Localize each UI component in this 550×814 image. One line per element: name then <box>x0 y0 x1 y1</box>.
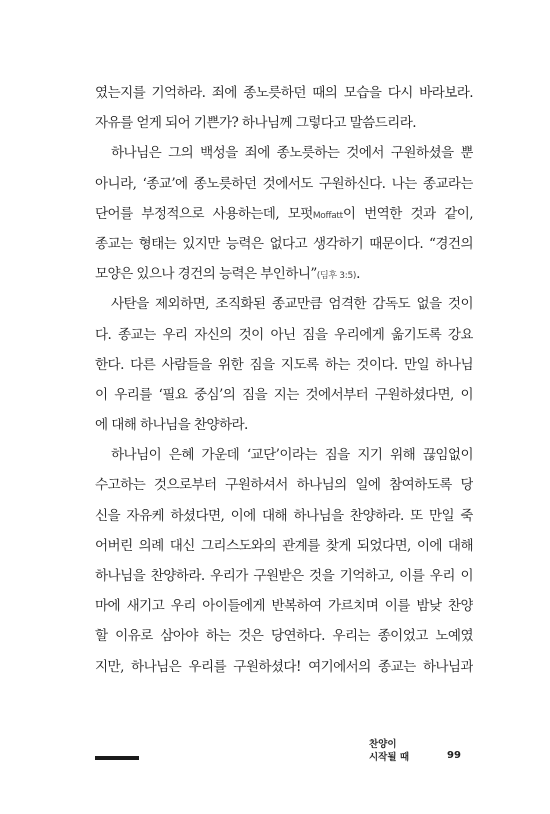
paragraph-first-line: 사탄을 제외하면, 조직화된 종교만큼 엄격한 감독도 없을 것이 <box>111 296 473 313</box>
text-line: 신을 자유케 하셨다면, 이에 대해 하나님을 찬양하라. 또 만일 죽 <box>95 507 473 524</box>
text-line: 종교는 형태는 있지만 능력은 없다고 생각하기 때문이다. “경건의 <box>95 235 473 252</box>
line-segment: 이 번역한 것과 같이, <box>342 205 473 222</box>
text-line: 지만, 하나님은 우리를 구원하셨다! 여기에서의 종교는 하나님과 <box>95 658 473 675</box>
running-title <box>369 738 409 764</box>
text-line: 다. 종교는 우리 자신의 것이 아닌 짐을 우리에게 옮기도록 강요 <box>95 326 473 343</box>
text-line: 하나님을 찬양하라. 우리가 구원받은 것을 기억하고, 이를 우리 이 <box>95 568 473 584</box>
text-line: 어버린 의례 대신 그리스도와의 관계를 찾게 되었다면, 이에 대해 <box>95 537 473 554</box>
text-line: 에 대해 하나님을 찬양하라. <box>95 417 248 434</box>
text-line: 마에 새기고 우리 아이들에게 반복하여 가르치며 이를 밤낮 찬양 <box>95 598 473 615</box>
text-line: 였는지를 기억하라. 죄에 종노릇하던 때의 모습을 다시 바라보라. <box>95 85 473 101</box>
paragraph-first-line: 하나님이 은혜 가운데 ‘교단’이라는 짐을 지기 위해 끊임없이 <box>111 447 473 464</box>
text-line <box>95 259 473 289</box>
text-line: 수고하는 것으로부터 구원하셔서 하나님의 일에 참여하도록 당 <box>95 477 473 494</box>
name-annotation: Moffatt <box>312 210 343 221</box>
text-line: 한다. 다른 사람들을 위한 짐을 지도록 하는 것이다. 만일 하나님 <box>95 356 473 373</box>
paragraph-first-line: 하나님은 그의 백성을 죄에 종노릇하는 것에서 구원하셨을 뿐 <box>111 145 473 162</box>
line-segment: . <box>356 266 360 283</box>
page-body <box>95 78 473 682</box>
text-line: 자유를 얻게 되어 기쁜가? 하나님께 그렇다고 말씀드리라. <box>95 115 416 132</box>
running-title-line: 시작될 때 <box>369 752 410 763</box>
footer-rule <box>95 756 139 760</box>
running-title-line: 찬양이 <box>369 739 397 750</box>
line-segment: 단어를 부정적으로 사용하는데, 모펏 <box>95 205 313 222</box>
scripture-reference: (딤후 3:5) <box>316 271 357 282</box>
text-line <box>95 199 473 229</box>
page-number: 99 <box>447 750 461 761</box>
text-line: 아니라, ‘종교’에 종노릇하던 것에서도 구원하신다. 나는 종교라는 <box>95 175 473 192</box>
text-line: 할 이유로 삼아야 하는 것은 당연하다. 우리는 종이었고 노예였 <box>95 628 473 645</box>
text-line: 이 우리를 ‘필요 중심’의 짐을 지는 것에서부터 구원하셨다면, 이 <box>95 386 473 403</box>
line-segment: 모양은 있으나 경건의 능력은 부인하니” <box>95 266 317 283</box>
